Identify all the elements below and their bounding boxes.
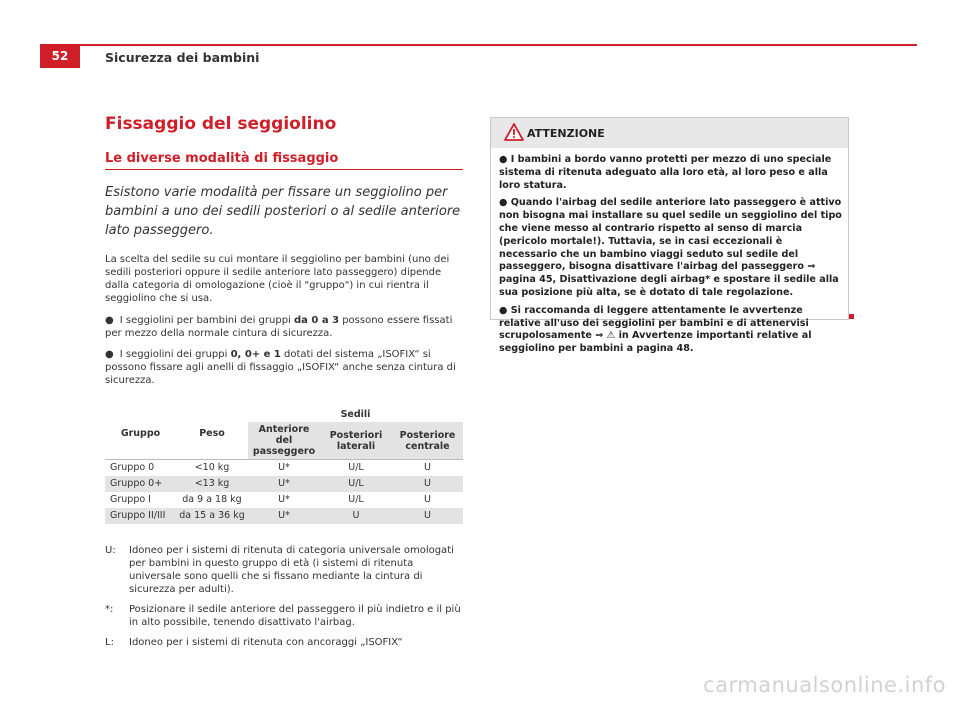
header-front: Anteriore del passeggero: [248, 422, 320, 460]
warning-box: [490, 117, 849, 355]
table-row: Gruppo II/III da 15 a 36 kg U* U U: [105, 508, 463, 524]
bullet-item: ● I seggiolini per bambini dei gruppi da 0 a 3 possono essere fissati per mezzo della normale cintura di sicurezza.: [105, 315, 453, 339]
warning-title: ATTENZIONE: [527, 127, 605, 140]
bullet-icon: ●: [105, 315, 114, 326]
bullet-icon: ●: [499, 197, 511, 209]
bullet-icon: ●: [499, 304, 511, 316]
bullet-icon: ●: [105, 349, 114, 360]
warning-body: [491, 148, 848, 356]
running-title: Sicurezza dei bambini: [105, 50, 260, 65]
warning-item: ● Quando l'airbag del sedile anteriore lato passeggero è attivo non bisogna mai installare su quel sedile un seggiolino del tipo che viene messo al contrario rispetto al senso di marcia (pericolo mortale!). Tuttavia, se in casi eccezionali è necessario che un bambino viaggi seduto sul sedile del passeggero, bisogna disattivare l'airbag del passeggero ⇒ pagina 45, Disattivazione degli airbag* e spostare il sedile alla sua posizione più alta, se è dotato di tale regolazione.: [499, 197, 842, 298]
legend-item: *: Posizionare il sedile anteriore del passeggero il più indietro e il più in alto possibile, tenendo disattivato l'airbag.: [105, 604, 461, 628]
warning-triangle-icon: [504, 123, 524, 141]
page-number: 52: [40, 44, 80, 68]
seat-table: [105, 407, 463, 524]
section-heading: Fissaggio del seggiolino: [105, 114, 337, 134]
bullet-icon: ●: [499, 154, 511, 165]
warning-item: ● Si raccomanda di leggere attentamente le avvertenze relative all'uso dei seggiolini per bambini e di attenervisi scrupolosamente ⇒ ⚠ in Avvertenze importanti relative al seggiolino per bambini a pagina 48.: [499, 304, 812, 355]
section-end-marker: [849, 314, 854, 319]
body-paragraph: La scelta del sedile su cui montare il seggiolino per bambini (uno dei sedili posteriori oppure il sedile anteriore lato passeggero) dipende dalla categoria di omologazione (cioè il "gruppo") in cui rientra il seggiolino che si usa.: [105, 254, 450, 304]
legend-item: L: Idoneo per i sistemi di ritenuta con ancoraggi „ISOFIX“: [105, 637, 403, 648]
warning-item: ● I bambini a bordo vanno protetti per mezzo di uno speciale sistema di ritenuta adeguato alla loro età, al loro peso e alla loro statura.: [499, 154, 832, 191]
table-legend: [105, 544, 463, 649]
main-column: [105, 114, 463, 656]
warning-header: [491, 118, 848, 148]
header-weight: Peso: [199, 427, 225, 439]
section-subheading: Le diverse modalità di fissaggio: [105, 151, 463, 170]
header-rear-center: Posteriore centrale: [392, 422, 463, 460]
header-seats: Sedili: [340, 409, 371, 420]
table-row: Gruppo 0+ <13 kg U* U/L U: [105, 476, 463, 492]
table-row: Gruppo 0 <10 kg U* U/L U: [105, 460, 463, 477]
legend-item: U: Idoneo per i sistemi di ritenuta di categoria universale omologati per bambini in questo gruppo di età (i sistemi di ritenuta universale sono quelli che si fissano mediante la cintura di sicurezza per adulti).: [105, 545, 454, 595]
header-rule: [40, 44, 917, 46]
header-group: Gruppo: [120, 427, 161, 439]
lead-paragraph: Esistono varie modalità per fissare un seggiolino per bambini a uno dei sedili posteriori o al sedile anteriore lato passeggero.: [105, 185, 461, 238]
bullet-item: ● I seggiolini dei gruppi 0, 0+ e 1 dotati del sistema „ISOFIX“ si possono fissare agli anelli di fissaggio „ISOFIX“ anche senza cintura di sicurezza.: [105, 349, 456, 386]
table-row: Gruppo I da 9 a 18 kg U* U/L U: [110, 494, 431, 505]
watermark: carmanualsonline.info: [703, 673, 946, 697]
header-rear-side: Posteriori laterali: [320, 422, 392, 460]
